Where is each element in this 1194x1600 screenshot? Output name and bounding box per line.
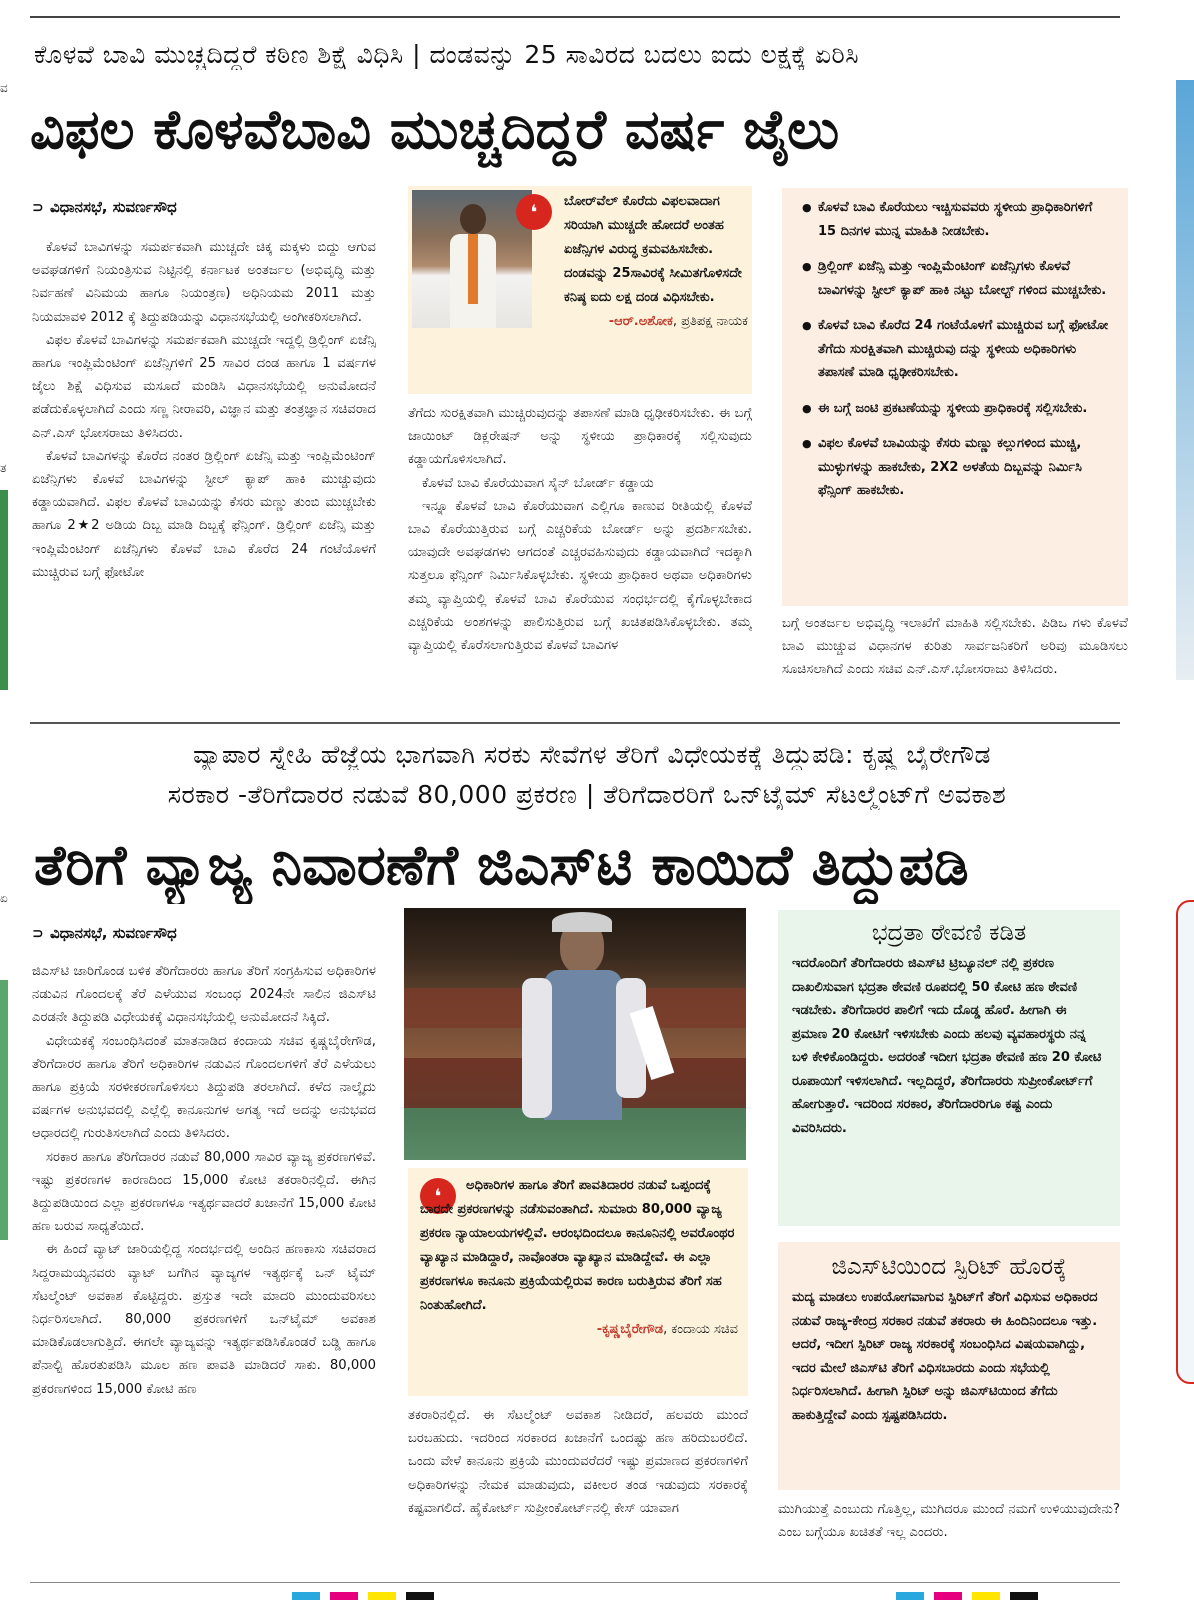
story1-column-1 xyxy=(32,236,376,706)
dateline-text: ವಿಧಾನಸಭೆ, ಸುವರ್ಣಸೌಧ xyxy=(50,198,177,216)
registration-mark xyxy=(1010,1592,1038,1600)
subheading: ಕೊಳವೆ ಬಾವಿ ಕೊರೆಯುವಾಗ ಸೈನ್ ಬೋರ್ಡ್ ಕಡ್ಡಾಯ xyxy=(422,475,654,491)
rss-icon: ⊃ xyxy=(32,926,44,942)
left-edge-image-strip xyxy=(0,980,8,1240)
registration-mark xyxy=(934,1592,962,1600)
dateline-text: ವಿಧಾನಸಭೆ, ಸುವರ್ಣಸೌಧ xyxy=(50,924,177,942)
story-divider xyxy=(30,722,1120,724)
paragraph: ಕೊಳವೆ ಬಾವಿಗಳನ್ನು ಸಮರ್ಪಕವಾಗಿ ಮುಚ್ಚದೇ ಚಿಕ್ಕ ಮಕ್ಕಳು ಬಿದ್ದು ಆಗುವ ಅವಘಡಗಳಿಗೆ ನಿಯಂತ್ರಿಸುವ ನಿಟ್ಟಿನಲ್ಲಿ ಕರ್ನಾಟಕ ಅಂತರ್ಜಲ (ಅಭಿವೃದ್ಧಿ ಮತ್ತು ನಿರ್ವಹಣೆ ವಿನಿಮಯ ಹಾಗೂ ನಿಯಂತ್ರಣ) ಅಧಿನಿಯಮ 2011 ಮತ್ತು ನಿಯಮಾವಳಿ 2012 ಕ್ಕೆ ತಿದ್ದುಪಡಿಯನ್ನು ವಿಧಾನಸಭೆಯಲ್ಲಿ ಅಂಗೀಕರಿಸಲಾಗಿದೆ. xyxy=(32,240,376,325)
right-edge-image-strip xyxy=(1176,80,1194,680)
story1-column-2 xyxy=(408,402,752,706)
story1-quote xyxy=(420,190,748,334)
box-title: ಭದ್ರತಾ ಠೇವಣಿ ಕಡಿತ xyxy=(871,920,1027,946)
paragraph: ಇನ್ನೂ ಕೊಳವೆ ಬಾವಿ ಕೊರೆಯುವಾಗ ಎಲ್ಲಿಗೂ ಕಾಣುವ ರೀತಿಯಲ್ಲಿ ಕೊಳವೆ ಬಾವಿ ಕೊರೆಯುತ್ತಿರುವ ಬಗ್ಗೆ ಎಚ್ಚರಿಕೆಯ ಬೋರ್ಡ್ ಅನ್ನು ಪ್ರದರ್ಶಿಸಬೇಕು. ಯಾವುದೇ ಅವಘಡಗಳು ಆಗದಂತೆ ಎಚ್ಚರವಹಿಸುವುದು ಕಡ್ಡಾಯವಾಗಿದೆ ಇದಕ್ಕಾಗಿ ಸುತ್ತಲೂ ಫೆನ್ಸಿಂಗ್ ನಿರ್ಮಿಸಿಕೊಳ್ಳಬೇಕು. ಸ್ಥಳೀಯ ಪ್ರಾಧಿಕಾರ ಅಥವಾ ಅಧಿಕಾರಿಗಳು ತಮ್ಮ ವ್ಯಾಪ್ತಿಯಲ್ಲಿ ಕೊಳವೆ ಬಾವಿ ಕೊರೆಯುವ ಸಂಧರ್ಭದಲ್ಲಿ ಕೈಗೊಳ್ಳಬೇಕಾದ ಎಚ್ಚರಿಕೆಯ ಅಂಶಗಳನ್ನು ಪಾಲಿಸುತ್ತಿರುವ ಬಗ್ಗೆ ಖಚಿತಪಡಿಸಿಕೊಳ್ಳಬೇಕು. ತಮ್ಮ ವ್ಯಾಪ್ತಿಯಲ್ಲಿ ಕೊರೆಸಲಾಗುತ್ತಿರುವ ಕೊಳವೆ ಬಾವಿಗಳ xyxy=(408,498,752,654)
paragraph: ಕೊಳವೆ ಬಾವಿಗಳನ್ನು ಕೊರೆದ ನಂತರ ಡ್ರಿಲ್ಲಿಂಗ್ ಏಜೆನ್ಸಿ ಮತ್ತು ಇಂಪ್ಲಿಮೆಂಟಿಂಗ್ ಏಜೆನ್ಸಿಗಳು ಕೊಳವೆ ಬಾವಿಗಳನ್ನು ಸ್ಟೀಲ್ ಕ್ಯಾಪ್ ಹಾಕಿ ಮುಚ್ಚುವುದು ಕಡ್ಡಾಯವಾಗಿದೆ. ವಿಫಲ ಕೊಳವೆ ಬಾವಿಯನ್ನು ಕೆಸರು ಮಣ್ಣು ತುಂಬಿ ಮುಚ್ಚಬೇಕು ಹಾಗೂ 2★2 ಅಡಿಯ ದಿಬ್ಬ ಮಾಡಿ ದಿಬ್ಬಕ್ಕೆ ಫೆನ್ಸಿಂಗ್. ಡ್ರಿಲ್ಲಿಂಗ್ ಏಜೆನ್ಸಿ ಮತ್ತು ಇಂಪ್ಲಿಮೆಂಟಿಂಗ್ ಏಜೆನ್ಸಿಗಳು ಕೊಳವೆ ಬಾವಿ ಕೊರೆದ 24 ಗಂಟೆಯೊಳಗೆ ಮುಚ್ಚಿರುವ ಬಗ್ಗೆ ಫೋಟೋ xyxy=(32,448,376,580)
quote-attribution xyxy=(420,1318,738,1342)
quote-role: , ಕಂದಾಯ ಸಚಿವ xyxy=(663,1322,738,1337)
registration-mark xyxy=(292,1592,320,1600)
story2-column-3 xyxy=(778,1498,1120,1572)
paragraph: ಸರಕಾರ ಹಾಗೂ ತೆರಿಗೆದಾರರ ನಡುವೆ 80,000 ಸಾವಿರ ವ್ಯಾಜ್ಯ ಪ್ರಕರಣಗಳಿವೆ. ಇಷ್ಟು ಪ್ರಕರಣಗಳ ಕಾರಣದಿಂದ 15,000 ಕೋಟಿ ತಕರಾರಿನಲ್ಲಿದೆ. ಈಗಿನ ತಿದ್ದುಪಡಿಯಿಂದ ಎಲ್ಲಾ ಪ್ರಕರಣಗಳೂ ಇತ್ಯರ್ಥವಾದರೆ ಖಜಾನೆಗೆ 15,000 ಕೋಟಿ ಹಣ ಬರುವ ಸಾಧ್ಯತೆಯಿದೆ. xyxy=(32,1149,376,1235)
paragraph: ಜಿಎಸ್‌ಟಿ ಜಾರಿಗೊಂಡ ಬಳಿಕ ತೆರಿಗೆದಾರರು ಹಾಗೂ ತೆರಿಗೆ ಸಂಗ್ರಹಿಸುವ ಅಧಿಕಾರಿಗಳ ನಡುವಿನ ಗೊಂದಲಕ್ಕೆ ತೆರೆ ಎಳೆಯುವ ಸಂಬಂಧ 2024ನೇ ಸಾಲಿನ ಜಿಎಸ್‌ಟಿ ಎರಡನೇ ತಿದ್ದುಪಡಿ ವಿಧೇಯಕಕ್ಕೆ ವಿಧಾನಸಭೆಯಲ್ಲಿ ಅನುಮೋದನೆ ಸಿಕ್ಕಿದೆ. xyxy=(32,964,376,1026)
registration-mark xyxy=(972,1592,1000,1600)
bullet-item: ● ಕೊಳವೆ ಬಾವಿ ಕೊರೆಯಲು ಇಚ್ಚಿಸುವವರು ಸ್ಥಳೀಯ ಪ್ರಾಧಿಕಾರಿಗಳಿಗೆ 15 ದಿನಗಳ ಮುನ್ನ ಮಾಹಿತಿ ನೀಡಬೇಕು. xyxy=(802,196,1112,243)
story2-dateline xyxy=(32,924,177,942)
spirit-gst-box xyxy=(778,1242,1120,1490)
story1-bullets-box xyxy=(782,188,1128,606)
story1-quote-box xyxy=(408,186,752,394)
registration-mark xyxy=(368,1592,396,1600)
story2-kicker-1: ವ್ಯಾಪಾರ ಸ್ನೇಹಿ ಹೆಜ್ಜೆಯ ಭಾಗವಾಗಿ ಸರಕು ಸೇವೆಗಳ ತೆರಿಗೆ ವಿಧೇಯಕಕ್ಕೆ ತಿದ್ದುಪಡಿ: ಕೃಷ್ಣ ಬೈರೇಗೌಡ xyxy=(193,740,991,769)
quote-text: ಅಧಿಕಾರಿಗಳ ಹಾಗೂ ತೆರಿಗೆ ಪಾವತಿದಾರರ ನಡುವೆ ಒಪ್ಪಂದಕ್ಕೆ ಬಾರದೇ ಪ್ರಕರಣಗಳನ್ನು ನಡೆಸುವಂತಾಗಿದೆ. ಸುಮಾರು 80,000 ವ್ಯಾಜ್ಯ ಪ್ರಕರಣ ನ್ಯಾಯಾಲಯಗಳಲ್ಲಿವೆ. ಆರಂಭದಿಂದಲೂ ಕಾನೂನಿನಲ್ಲಿ ಅವರೊಂಥರ ವ್ಯಾಖ್ಯಾನ ಮಾಡಿದ್ದಾರೆ, ನಾವೊಂತರಾ ವ್ಯಾಖ್ಯಾನ ಮಾಡಿದ್ದೇವೆ. ಈ ಎಲ್ಲಾ ಪ್ರಕರಣಗಳೂ ಕಾನೂನು ಪ್ರಕ್ರಿಯೆಯಲ್ಲಿರುವ ಕಾರಣ ಬರುತ್ತಿರುವ ತೆರಿಗೆ ಸಹ ನಿಂತುಹೋಗಿದೆ. xyxy=(420,1178,735,1313)
quote-name: -ಆರ್.ಅಶೋಕ xyxy=(608,314,673,329)
left-edge-char: ತ xyxy=(0,461,7,475)
quote-icon: ❛ xyxy=(516,194,552,230)
bullet-item: ● ಈ ಬಗ್ಗೆ ಜಂಟಿ ಪ್ರಕಟಣೆಯನ್ನು ಸ್ಥಳೀಯ ಪ್ರಾಧಿಕಾರಕ್ಕೆ ಸಲ್ಲಿಸಬೇಕು. xyxy=(802,397,1112,421)
paragraph: ತೆಗೆದು ಸುರಕ್ಷಿತವಾಗಿ ಮುಚ್ಚಿರುವುದನ್ನು ತಪಾಸಣೆ ಮಾಡಿ ಧೃಢೀಕರಿಸಬೇಕು. ಈ ಬಗ್ಗೆ ಜಾಯಿಂಟ್ ಡಿಕ್ಲರೇಷನ್ ಅನ್ನು ಸ್ಥಳೀಯ ಪ್ರಾಧಿಕಾರಕ್ಕೆ ಸಲ್ಲಿಸುವುದು ಕಡ್ಡಾಯಗೊಳಿಸಲಾಗಿದೆ. xyxy=(408,406,752,468)
registration-mark xyxy=(406,1592,434,1600)
story2-quote xyxy=(420,1174,738,1342)
story1-headline: ವಿಫಲ ಕೊಳವೆಬಾವಿ ಮುಚ್ಚದಿದ್ದರೆ ವರ್ಷ ಜೈಲು xyxy=(30,98,840,161)
bullet-item: ● ಕೊಳವೆ ಬಾವಿ ಕೊರೆದ 24 ಗಂಟೆಯೊಳಗೆ ಮುಚ್ಚಿರುವ ಬಗ್ಗೆ ಫೋಟೋ ತೆಗೆದು ಸುರಕ್ಷಿತವಾಗಿ ಮುಚ್ಚಿರುವು ದನ್ನು ಸ್ಥಳೀಯ ಅಧಿಕಾರಿಗಳು ತಪಾಸಣೆ ಮಾಡಿ ಧೃಢೀಕರಿಸಬೇಕು. xyxy=(802,314,1112,385)
right-edge-ad-strip xyxy=(1176,900,1194,1384)
paragraph: ಮುಗಿಯುತ್ತೆ ಎಂಬುದು ಗೊತ್ತಿಲ್ಲ, ಮುಗಿದರೂ ಮುಂದೆ ನಮಗೆ ಉಳಿಯುವುದೇನು? ಎಂಬ ಬಗ್ಗೆಯೂ ಖಚಿತತೆ ಇಲ್ಲ ಎಂದರು. xyxy=(778,1502,1120,1541)
bullet-item: ● ಡ್ರಿಲ್ಲಿಂಗ್ ಏಜೆನ್ಸಿ ಮತ್ತು ಇಂಪ್ಲಿಮೆಂಟಿಂಗ್ ಏಜೆನ್ಸಿಗಳು ಕೊಳವೆ ಬಾವಿಗಳನ್ನು ಸ್ಟೀಲ್ ಕ್ಯಾಪ್ ಹಾಕಿ ನಟ್ಟು ಬೋಲ್ಟ್ ಗಳಿಂದ ಮುಚ್ಚಬೇಕು. xyxy=(802,255,1112,302)
story2-kicker-2: ಸರಕಾರ -ತೆರಿಗೆದಾರರ ನಡುವೆ 80,000 ಪ್ರಕರಣ | ತೆರಿಗೆದಾರರಿಗೆ ಒನ್‌ಟೈಮ್ ಸೆಟಲ್ಮೆಂಟ್‌ಗೆ ಅವಕಾಶ xyxy=(167,780,1007,809)
box-text: ಮದ್ಯ ಮಾಡಲು ಉಪಯೋಗವಾಗುವ ಸ್ಪಿರಿಟ್‌ಗೆ ತೆರಿಗೆ ವಿಧಿಸುವ ಅಧಿಕಾರದ ನಡುವೆ ರಾಜ್ಯ-ಕೇಂದ್ರ ಸರಕಾರ ನಡುವೆ ತಕರಾರು ಈ ಹಿಂದಿನಿಂದಲೂ ಇತ್ತು. ಆದರೆ, ಇದೀಗ ಸ್ಪಿರಿಟ್ ರಾಜ್ಯ ಸರಕಾರಕ್ಕೆ ಸಂಬಂಧಿಸಿದ ವಿಷಯವಾಗಿದ್ದು, ಇದರ ಮೇಲೆ ಜಿಎಸ್‌ಟಿ ತೆರಿಗೆ ವಿಧಿಸಬಾರದು ಎಂದು ಸಭೆಯಲ್ಲಿ ನಿರ್ಧರಿಸಲಾಗಿದೆ. ಹೀಗಾಗಿ ಸ್ಪಿರಿಟ್ ಅನ್ನು ಜಿಎಸ್‌ಟಿಯಿಂದ ತೆಗೆದು ಹಾಕುತ್ತಿದ್ದೇವೆ ಎಂದು ಸ್ಪಷ್ಟಪಡಿಸಿದರು. xyxy=(792,1290,1098,1423)
registration-mark xyxy=(330,1592,358,1600)
story2-headline: ತೆರಿಗೆ ವ್ಯಾಜ್ಯ ನಿವಾರಣೆಗೆ ಜಿಎಸ್‌ಟಿ ಕಾಯಿದೆ ತಿದ್ದುಪಡಿ xyxy=(34,833,969,897)
left-edge-image-strip xyxy=(0,490,8,690)
paragraph: ಬಗ್ಗೆ ಅಂತರ್ಜಲ ಅಭಿವೃದ್ಧಿ ಇಲಾಖೆಗೆ ಮಾಹಿತಿ ಸಲ್ಲಿಸಬೇಕು. ಪಿಡಿಒ ಗಳು ಕೊಳವೆ ಬಾವಿ ಮುಚ್ಚುವ ವಿಧಾನಗಳ ಕುರಿತು ಸಾರ್ವಜನಿಕರಿಗೆ ಅರಿವು ಮೂಡಿಸಲು ಸೂಚಿಸಲಾಗಿದೆ ಎಂದು ಸಚಿವ ಎನ್.ಎಸ್.ಭೋಸರಾಜು ತಿಳಿಸಿದರು. xyxy=(782,616,1128,678)
paragraph: ವಿಧೇಯಕಕ್ಕೆ ಸಂಬಂಧಿಸಿದಂತೆ ಮಾತನಾಡಿದ ಕಂದಾಯ ಸಚಿವ ಕೃಷ್ಣಬೈರೇಗೌಡ, ತೆರಿಗೆದಾರರ ಹಾಗೂ ತೆರಿಗೆ ಅಧಿಕಾರಿಗಳ ನಡುವಿನ ಗೊಂದಲಗಳಿಗೆ ತೆರೆ ಎಳೆಯಲು ಹಾಗೂ ಪ್ರಕ್ರಿಯೆ ಸರಳೀಕರಣಗೊಳಿಸಲು ತಿದ್ದುಪಡಿ ತರಲಾಗಿದೆ. ಕಳೆದ ನಾಲ್ಕೈದು ವರ್ಷಗಳ ಅನುಭವದಲ್ಲಿ ಎಲ್ಲೆಲ್ಲಿ ಕಾನೂನುಗಳ ಅಗತ್ಯ ಇದೆ ಅದನ್ನು ಅನುಭವದ ಆಧಾರದಲ್ಲಿ ಗುರುತಿಸಲಾಗಿದೆ ಎಂದು ತಿಳಿಸಿದರು. xyxy=(32,1033,376,1142)
quote-text: ಬೋರ್‌ವೆಲ್ ಕೊರೆದು ವಿಫಲವಾದಾಗ ಸರಿಯಾಗಿ ಮುಚ್ಚದೇ ಹೋದರೆ ಅಂತಹ ಏಜೆನ್ಸಿಗಳ ವಿರುದ್ಧ ಕ್ರಮವಹಿಸಬೇಕು. ದಂಡವನ್ನು 25ಸಾವಿರಕ್ಕೆ ಸೀಮಿತಗೊಳಿಸದೇ ಕನಿಷ್ಠ ಐದು ಲಕ್ಷ ದಂಡ ವಿಧಿಸಬೇಕು. xyxy=(564,194,742,305)
box-title: ಜಿಎಸ್‌ಟಿಯಿಂದ ಸ್ಪಿರಿಟ್ ಹೊರಕ್ಕೆ xyxy=(831,1254,1067,1280)
minister-photo xyxy=(404,908,746,1160)
quote-icon: ❛ xyxy=(420,1178,456,1214)
left-edge-char: ಏ xyxy=(0,891,8,905)
rss-icon: ⊃ xyxy=(32,200,44,216)
top-rule xyxy=(30,16,1120,18)
paragraph: ವಿಫಲ ಕೊಳವೆ ಬಾವಿಗಳನ್ನು ಸಮರ್ಪಕವಾಗಿ ಮುಚ್ಚದೇ ಇದ್ದಲ್ಲಿ ಡ್ರಿಲ್ಲಿಂಗ್ ಏಜೆನ್ಸಿ ಹಾಗೂ ಇಂಪ್ಲಿಮೆಂಟಿಂಗ್ ಏಜೆನ್ಸಿಗಳಿಗೆ 25 ಸಾವಿರ ದಂಡ ಹಾಗೂ 1 ವರ್ಷಗಳ ಜೈಲು ಶಿಕ್ಷೆ ವಿಧಿಸುವ ಮಸೂದೆ ಮಂಡಿಸಿ ವಿಧಾನಸಭೆಯಲ್ಲಿ ಅನುಮೋದನೆ ಪಡೆದುಕೊಳ್ಳಲಾಗಿದೆ ಎಂದು ಸಣ್ಣ ನೀರಾವರಿ, ವಿಜ್ಞಾನ ಮತ್ತು ತಂತ್ರಜ್ಞಾನ ಸಚಿವರಾದ ಎನ್.ಎಸ್ ಭೋಸರಾಜು ತಿಳಿಸಿದರು. xyxy=(32,332,376,441)
registration-mark xyxy=(896,1592,924,1600)
story1-dateline xyxy=(32,198,177,216)
bullet-list xyxy=(782,188,1128,503)
security-deposit-box xyxy=(778,910,1120,1226)
quote-role: , ಪ್ರತಿಪಕ್ಷ ನಾಯಕ xyxy=(672,314,748,329)
story1-kicker: ಕೊಳವೆ ಬಾವಿ ಮುಚ್ಚದಿದ್ದರೆ ಕಠಿಣ ಶಿಕ್ಷೆ ವಿಧಿಸಿ | ದಂಡವನ್ನು 25 ಸಾವಿರದ ಬದಲು ಐದು ಲಕ್ಷಕ್ಕೆ ಏರಿಸಿ xyxy=(34,40,860,69)
quote-name: -ಕೃಷ್ಣಬೈರೇಗೌಡ xyxy=(596,1322,664,1337)
left-edge-char: ವ xyxy=(0,81,8,95)
box-text: ಇದರೊಂದಿಗೆ ತೆರಿಗೆದಾರರು ಜಿಎಸ್‌ಟಿ ಟ್ರಿಬ್ಯೂನಲ್ ನಲ್ಲಿ ಪ್ರಕರಣ ದಾಖಲಿಸುವಾಗ ಭದ್ರತಾ ಠೇವಣಿ ರೂಪದಲ್ಲಿ 50 ಕೋಟಿ ಹಣ ಠೇವಣಿ ಇಡಬೇಕು. ತೆರಿಗೆದಾರರ ಪಾಲಿಗೆ ಇದು ದೊಡ್ಡ ಹೊರೆ. ಹೀಗಾಗಿ ಈ ಪ್ರಮಾಣ 20 ಕೋಟಿಗೆ ಇಳಿಸಬೇಕು ಎಂದು ಹಲವು ವ್ಯವಹಾರಸ್ಥರು ನನ್ನ ಬಳಿ ಕೇಳಿಕೊಂಡಿದ್ದರು. ಅದರಂತೆ ಇದೀಗ ಭದ್ರತಾ ಠೇವಣಿ ಹಣ 20 ಕೋಟಿ ರೂಪಾಯಿಗೆ ಇಳಿಸಲಾಗಿದೆ. ಇಲ್ಲದಿದ್ದರೆ, ತೆರಿಗೆದಾರರು ಸುಪ್ರೀಂಕೋರ್ಟ್‌ಗೆ ಹೋಗುತ್ತಾರೆ. ಇದರಿಂದ ಸರಕಾರ, ತೆರಿಗೆದಾರರಿಗೂ ಕಷ್ಟ ಎಂದು ವಿವರಿಸಿದರು. xyxy=(792,956,1102,1136)
bullet-item: ● ವಿಫಲ ಕೊಳವೆ ಬಾವಿಯನ್ನು ಕೆಸರು ಮಣ್ಣು ಕಲ್ಲುಗಳಿಂದ ಮುಚ್ಚಿ, ಮುಳ್ಳುಗಳನ್ನು ಹಾಕಬೇಕು, 2X2 ಅಳತೆಯ ದಿಬ್ಬವನ್ನು ನಿರ್ಮಿಸಿ ಫೆನ್ಸಿಂಗ್ ಹಾಕಬೇಕು. xyxy=(802,432,1112,503)
story1-column-3 xyxy=(782,612,1128,708)
story2-quote-box xyxy=(408,1168,748,1396)
paragraph: ತಕರಾರಿನಲ್ಲಿದೆ. ಈ ಸೆಟಲ್ಮೆಂಟ್ ಅವಕಾಶ ನೀಡಿದರೆ, ಹಲವರು ಮುಂದೆ ಬರಬಹುದು. ಇದರಿಂದ ಸರಕಾರದ ಖಜಾನೆಗೆ ಒಂದಷ್ಟು ಹಣ ಹರಿದುಬರಲಿದೆ. ಒಂದು ವೇಳೆ ಕಾನೂನು ಪ್ರಕ್ರಿಯೆ ಮುಂದುವರೆದರೆ ಇಷ್ಟು ಪ್ರಮಾಣದ ಪ್ರಕರಣಗಳಿಗೆ ಅಧಿಕಾರಿಗಳನ್ನು ನೇಮಕ ಮಾಡುವುದು, ವಕೀಲರ ತಂಡ ಇಡುವುದು ಸರಕಾರಕ್ಕೆ ಕಷ್ಟವಾಗಲಿದೆ. ಹೈಕೋರ್ಟ್ ಸುಪ್ರೀಂಕೋರ್ಟ್‌ನಲ್ಲಿ ಕೇಸ್ ಯಾವಾಗ xyxy=(408,1408,748,1516)
quote-attribution xyxy=(420,310,748,334)
story2-column-1 xyxy=(32,960,376,1570)
bottom-rule xyxy=(30,1582,1120,1583)
story2-column-2 xyxy=(408,1404,748,1572)
paragraph: ಈ ಹಿಂದೆ ವ್ಯಾಟ್ ಜಾರಿಯಲ್ಲಿದ್ದ ಸಂದರ್ಭದಲ್ಲಿ ಅಂದಿನ ಹಣಕಾಸು ಸಚಿವರಾದ ಸಿದ್ದರಾಮಯ್ಯನವರು ವ್ಯಾಟ್ ಬಗೆಗಿನ ವ್ಯಾಜ್ಯಗಳ ಇತ್ಯರ್ಥಕ್ಕೆ ಒನ್ ಟೈಮ್ ಸೆಟಲ್ಮೆಂಟ್ ಅವಕಾಶ ಕೊಟ್ಟಿದ್ದರು. ಪ್ರಸ್ತುತ ಇದೇ ಮಾದರಿ ಮುಂದುವರಿಸಲು ನಿರ್ಧರಿಸಲಾಗಿದೆ. 80,000 ಪ್ರಕರಣಗಳಿಗೆ ಒನ್‌ಟೈಮ್ ಅವಕಾಶ ಮಾಡಿಕೊಡಲಾಗುತ್ತಿದೆ. ಈಗಲೇ ವ್ಯಾಜ್ಯವನ್ನು ಇತ್ಯರ್ಥಪಡಿಸಿಕೊಂಡರೆ ಬಡ್ಡಿ ಹಾಗೂ ಪೆನಾಲ್ಟಿ ಹೊರತುಪಡಿಸಿ ಮೂಲ ಹಣ ಪಾವತಿ ಮಾಡಿದರೆ ಸಾಕು. 80,000 ಪ್ರಕರಣಗಳಿಂದ 15,000 ಕೋಟಿ ಹಣ xyxy=(32,1242,376,1397)
